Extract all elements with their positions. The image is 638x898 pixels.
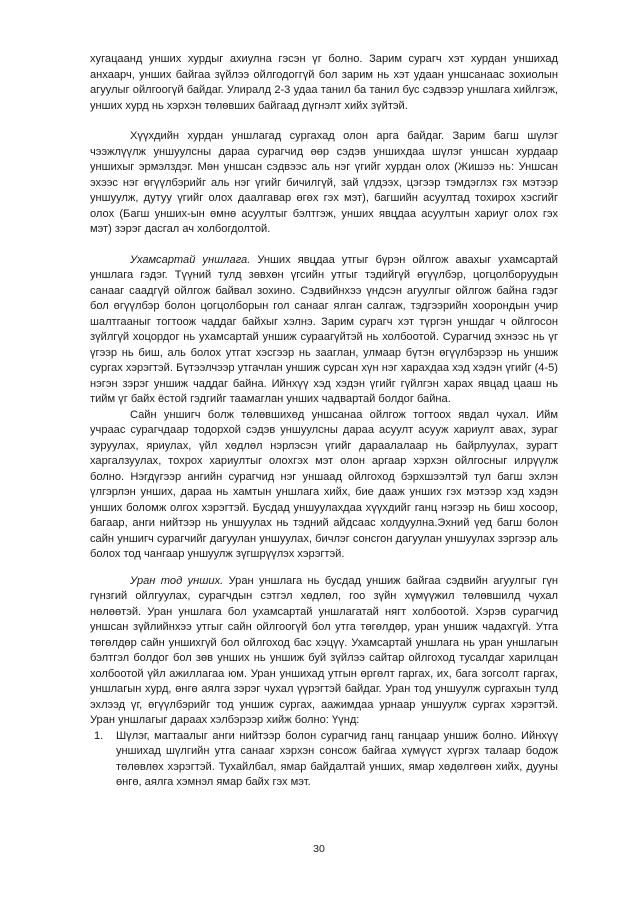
paragraph-fast-reading-methods: Хүүхдийн хурдан уншлагад сургахад олон арга байдаг. Зарим багш шүлэг чээжлүүлж уншуулсны дараа сурагчид өөр сэдэв уншихдаа шүлэг уншсан хурдаар уншихыг эрмэлздэг. Мөн уншсан сэдвээс аль нэг үгийг хурдан олох (Жишээ нь: Уншсан эхээс нэг өгүүлбэрийг аль нэг үгийг бичилгүй, зай үлдээх, цэгээр тэмдэглэх гэх мэтээр уншуулж, дутуу үгийг олох даалгавар өгөх гэх мэт), багшийн асуултад тохирох хэсгийг олох (Багш унших-ын өмнө асуултыг бэлтгэж, унших явцдаа асуултын хариуг олох гэх мэт) зэрэг дасгал ач холбогдолтой. (90, 130, 558, 235)
expressive-reading-body: Уран уншлага нь бусдад уншиж байгаа сэдвийн агуулгыг гүн гүнзгий ойлгуулах, сурагчдын сэтгэл хөдлөл, гоо зүйн хүмүүжил төлөвшилд чухал нөлөөтэй. Уран уншлага бол ухамсартай уншлагатай нягт холбоотой. Хэрэв сурагчид уншсан зүйлийнхээ утгыг сайн ойлгоогүй бол утга төгөлдөр, уран уншиж чадахгүй. Утга төгөлдөр сайн уншихгүй бол ойлгоход бас хэцүү. Ухамсартай уншлага нь уран уншлагын бэлтгэл болдог бол зөв унших нь уншиж буй зүйлээ сайтар ойлгоход тусалдаг харилцан холбоотой үйл ажиллагаа юм. Уран уншихад утгын өргөлт гаргах, их, бага зогсолт гаргах, уншлагын хурд, өнгө аялга зэрэг чухал үүрэгтэй байдаг. Уран тод уншуулж сургахын тулд эхлээд үг, өгүүлбэрийг тод уншиж сургах, аажимдаа урнаар уншуулж сургах хэрэгтэй. Уран уншлагыг дараах хэлбэрээр хийж болно: Үүнд: (90, 574, 558, 726)
paragraph-expressive-reading (90, 574, 558, 729)
paragraph-good-reader: Сайн уншигч болж төлөвшихөд уншсанаа ойлгож тогтоох явдал чухал. Ийм учраас сурагчдаар тодорхой сэдэв уншуулсны дараа асуулт асууж хариулт авах, зураг зуруулах, яриулах, үйл хөдлөл нэрлэсэн үгийг дараалалаар нь байрлуулах, зурагт харгалзуулах, тохрох хариултыг олохгэх мэт олон аргаар хэрхэн ойлгосныг илрүүлж болно. Нэгдүгээр ангийн сурагчид нэг уншаад ойлгоход бэрхшээлтэй тул багш эхлэн үлгэрлэн унших, дараа нь хамтын уншлага хийх, бие дааж унших гэх мэтээр хэд хэдэн унших боломж олгох хэрэгтэй. Бусдад уншуулахдаа хүүхдийг ганц нэгээр нь биш хосоор, багаар, анги нийтээр нь уншуулах нь тэдний айдсааc холдуулна.Эхний үед багш болон сайн уншигч сурагчийг дагуулан уншуулах, бичлэг сонсгон дагуулан уншуулах зэргээр аль болох тод чангаар уншуулж зүгшрүүлэх хэрэгтэй. (90, 408, 558, 560)
paragraph-reading-speed: хугацаанд унших хурдыг ахиулна гэсэн үг болно. Зарим сурагч хэт хурдан уншихад анхаарч, унших байгаа зүйлээ ойлгодоггүй бол зарим нь хэт удаан уншсанаас зохиолын агуулыг ойлгоогүй байдаг. Улиралд 2-3 удаа танил ба танил бус сэдвээр уншлага хийлгэж, унших хурд нь хэрхэн төлөвших байгаад дүгнэлт хийх зүйтэй. (90, 53, 558, 112)
paragraph-conscious-reading (90, 253, 558, 408)
list-item (90, 729, 558, 791)
expressive-reading-heading: Уран тод унших. (130, 574, 224, 587)
list-item-number: 1. (94, 729, 104, 742)
conscious-reading-heading: Ухамсартай уншлага. (130, 253, 251, 266)
conscious-reading-body: Унших явцдаа утгыг бүрэн ойлгож авахыг ухамсартай уншлага гэдэг. Түүний тулд зөвхөн үгсийн утгыг тэдийгүй өгүүлбэр, цогцолборуудын санааг саадгүй ойлгож байвал зохино. Сэдвийнхээ үндсэн агуулгыг ойлгож байна гэдэг бол өгүүлбэр болон цогцолборын гол санааг ялган салгаж, тэдгээрийн хоорондын учир шалтгааныг тогтоож чаддаг байхыг хэлнэ. Зарим сурагч хэт түргэн уншдаг ч ойлгосон зүйлгүй хоцордог нь ухамсартай уншиж сураагүйтэй нь холбоотой. Сурагчид эхнээс нь үг үгээр нь биш, аль болох утгат хэсгээр нь зааглан, улмаар бүтэн өгүүлбэрээр нь уншиж сургах хэрэгтэй. Бүтээлчээр утгачлан уншиж сурсан хүн нэг харахдаа хэд хэдэн үгийг (4-5) нэгэн зэрэг уншиж чаддаг байна. Ийнхүү хэд хэдэн үгийг гүйлгэн харах явцад цааш нь тийм үг байх ёстой гэдгийг таамаглан унших чадвартай болдог байна. (90, 253, 559, 405)
numbered-list (90, 729, 558, 791)
page-number: 30 (313, 843, 325, 855)
list-item-text: Шүлэг, магтаалыг анги нийтээр болон сурагчид ганц ганцаар уншиж болно. Ийнхүү уншихад шүлгийн утга санааг хэрхэн сонсож байгаа хүмүүст хүргэх талаар бодож төлөвлөх хэрэгтэй. Тухайлбал, ямар байдалтай унших, ямар хөдөлгөөн хийх, дууны өнгө, аялга хэмнэл ямар байх гэх мэт. (116, 729, 558, 788)
